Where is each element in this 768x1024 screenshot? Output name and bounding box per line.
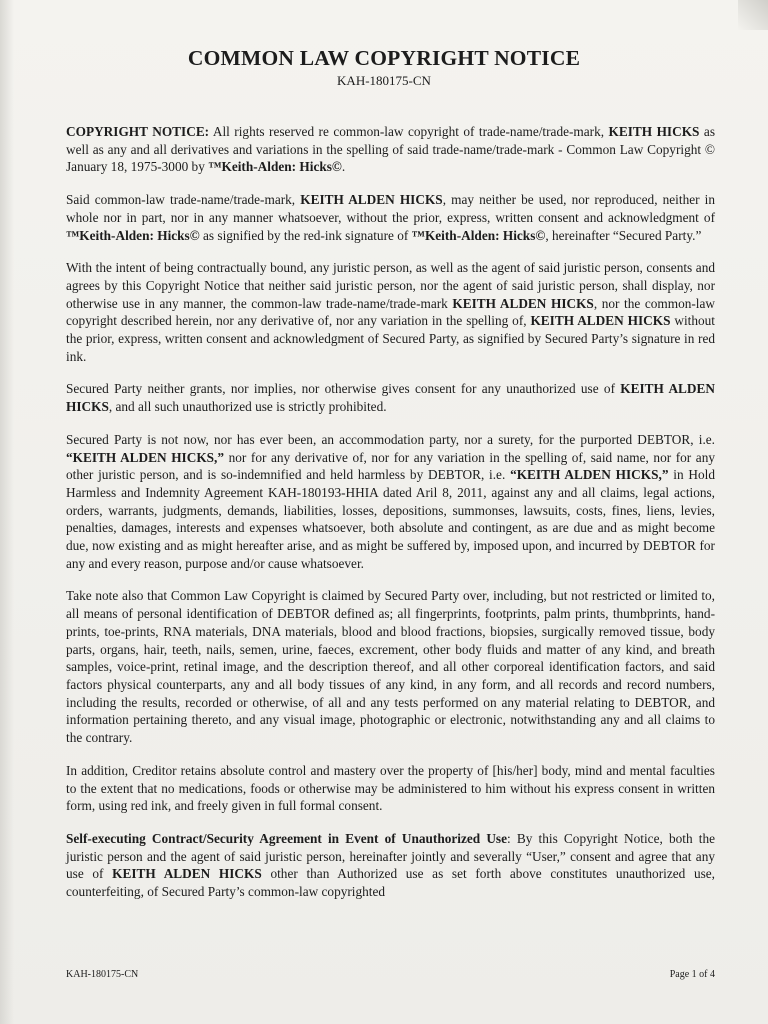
bold-text-run: KEITH ALDEN HICKS — [452, 295, 594, 311]
paragraph-trade-name-use — [66, 191, 715, 244]
text-run: . — [341, 159, 346, 175]
paragraph-copyright-notice — [66, 123, 715, 176]
text-run: All rights reserved re common-law copyright of trade-name/trade-mark, — [209, 124, 609, 139]
document-id: KAH-180175-CN — [337, 73, 431, 88]
text-run: : By this Copyright Notice, both the juristic person and the agent of said juristic person, hereinafter jointly and severally “User,” consent and agree that any use of — [66, 830, 716, 882]
page-title: COMMON LAW COPYRIGHT NOTICE — [187, 46, 581, 70]
text-run: other than Authorized use as set forth above constitutes unauthorized use, counterfeiting, of Secured Party’s common-law copyrighted — [66, 866, 715, 900]
bold-text-run: COPYRIGHT NOTICE: — [66, 124, 210, 139]
bold-text-run: “KEITH ALDEN HICKS,” — [66, 449, 225, 465]
text-run: as signified by the red-ink signature of — [199, 227, 412, 243]
paragraph-self-executing-contract — [66, 830, 715, 901]
bold-text-run: ™Keith-Alden: Hicks© — [411, 227, 546, 243]
paragraph-identification-copyright — [66, 587, 715, 746]
text-run: in Hold Harmless and Indemnity Agreement KAH-180193-HHIA dated Aril 8, 2011, against any and all claims, legal actions, orders, warrants, judgments, demands, liabilities, losses, depositions, summonses, lawsuits, costs, fines, liens, levies, penalties, damages, interests and expenses whatsoever, both absolute and contingent, as are due and as might become due, now existing and as might hereafter arise, and as might be suffered by, imposed upon, and incurred by DEBTOR for any and every reason, purpose and/or cause whatsoever. — [66, 467, 715, 571]
bold-text-run: Self-executing Contract/Security Agreement in Event of Unauthorized Use — [66, 830, 508, 846]
bold-text-run: KEITH HICKS — [608, 124, 700, 139]
text-run: , may neither be used, nor reproduced, neither in whole nor in part, nor in any manner whatsoever, without the prior, express, written consent and acknowledgment of — [66, 192, 715, 225]
paragraph-accommodation-party — [66, 431, 715, 573]
text-run: Said common-law trade-name/trade-mark, — [66, 192, 301, 208]
footer-doc-id: KAH-180175-CN — [66, 969, 139, 980]
bold-text-run: ™Keith-Alden: Hicks© — [66, 227, 200, 243]
text-run: , and all such unauthorized use is strictly prohibited. — [108, 399, 387, 415]
text-run: In addition, Creditor retains absolute control and mastery over the property of [his/her] body, mind and mental faculties to the extent that no medications, foods or otherwise may be administered to him without his express consent in written form, using red ink, and freely given in full formal consent. — [66, 762, 715, 814]
bold-text-run: KEITH ALDEN HICKS — [300, 192, 443, 208]
text-run: With the intent of being contractually bound, any juristic person, as well as the agent of said juristic person, consents and agrees by this Copyright Notice that neither said juristic person, nor the agent of said juristic person, shall display, nor otherwise use in any manner, the common-law trade-name/trade-mark — [66, 260, 715, 311]
text-run: Take note also that Common Law Copyright is claimed by Secured Party over, including, but not restricted or limited to, all means of personal identification of DEBTOR defined as; all fingerprints, footprints, palm prints, thumbprints, hand-prints, toe-prints, RNA materials, DNA materials, blood and blood fractions, biopsies, surgically removed tissue, body parts, organs, hair, teeth, nails, semen, urine, faeces, excrement, other body fluids and matter of any kind, and breath samples, voice-print, retinal image, and the description thereof, and all other corporeal identification factors, and said factors physical counterparts, any and all body tissues of any kind, in any form, and all records and record numbers, including the results, recorded or otherwise, of all and any tests performed on any material relating to DEBTOR, and information pertaining thereto, and any visual image, photographic or electronic, notwithstanding any and all claims to the contrary. — [66, 588, 715, 746]
paragraph-no-consent — [66, 380, 715, 415]
paragraph-contractual-intent — [66, 259, 715, 365]
bold-text-run: “KEITH ALDEN HICKS,” — [510, 467, 669, 483]
text-run: , nor the common-law copyright described herein, nor any derivative of, nor any variation in the spelling of, — [66, 295, 716, 329]
document-body — [66, 123, 715, 916]
text-run: , hereinafter “Secured Party.” — [545, 227, 702, 243]
paragraph-bodily-control — [66, 762, 715, 815]
bold-text-run: ™Keith-Alden: Hicks© — [208, 159, 342, 175]
bold-text-run: KEITH ALDEN HICKS — [112, 866, 262, 882]
text-run: Secured Party neither grants, nor implies, nor otherwise gives consent for any unauthorized use of — [66, 381, 621, 397]
bold-text-run: KEITH ALDEN HICKS — [530, 313, 671, 329]
text-run: without the prior, express, written consent and acknowledgment of Secured Party, as signified by Secured Party’s signature in red ink. — [66, 313, 715, 364]
page-footer — [66, 969, 715, 980]
text-run: nor for any derivative of, nor for any variation in the spelling of, said name, nor for any other juristic person, and is so-indemnified and held harmless by DEBTOR, i.e. — [66, 449, 715, 483]
text-run: as well as any and all derivatives and variations in the spelling of said trade-name/trade-mark - Common Law Copyright © January 18, 1975-3000 by — [66, 124, 715, 175]
text-run: Secured Party is not now, nor has ever been, an accommodation party, nor a surety, for the purported DEBTOR, i.e. — [66, 431, 715, 447]
bold-text-run: KEITH ALDEN HICKS — [66, 381, 716, 415]
footer-page-number: Page 1 of 4 — [669, 969, 715, 980]
